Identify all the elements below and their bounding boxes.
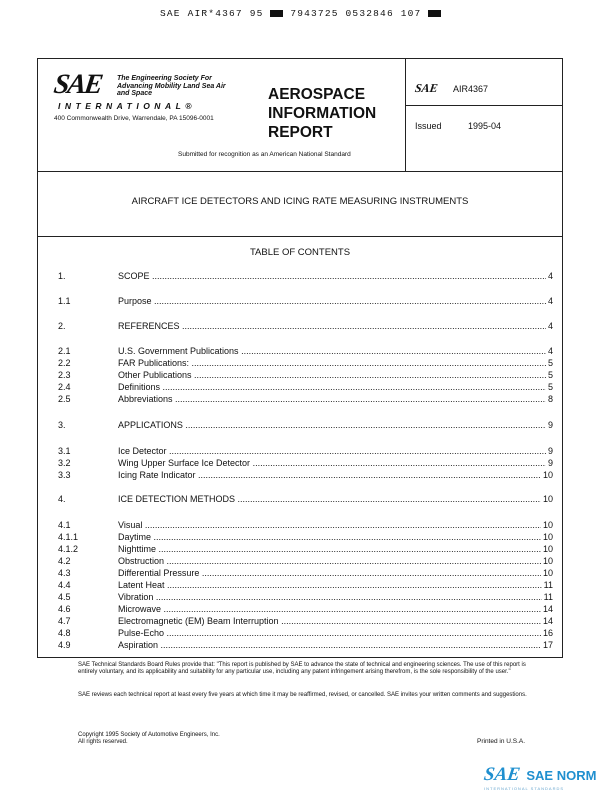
footer-rules: SAE Technical Standards Board Rules provide that: "This report is published by SAE to advance the state of technical and engineering sciences. The use of this report is entirely voluntary, and its applicability and suitability for any particular use, including any patent infringement arising therefrom, is the sole responsibility of the user." (78, 662, 526, 675)
watermark-subtext: INTERNATIONAL STANDARDS (484, 786, 565, 791)
redaction-block (428, 10, 441, 17)
sae-small-logo: SAE (414, 81, 439, 95)
toc-entry[interactable]: 3.1 Ice Detector ..... 9 (58, 446, 553, 458)
toc-entry[interactable]: 4.1.1 Daytime ..... 10 (58, 532, 553, 544)
watermark-logo: SAE (482, 764, 522, 785)
document-number: AIR4367 (453, 84, 489, 94)
sae-address: 400 Commonwealth Drive, Warrendale, PA 15096-0001 (54, 115, 214, 122)
toc-entry[interactable]: 2. REFERENCES ..... 4 (58, 321, 553, 333)
document-frame (37, 58, 563, 658)
sae-norm-watermark (482, 764, 597, 791)
toc-entry[interactable]: 4.1.2 Nighttime ..... 10 (58, 544, 553, 556)
toc-entry[interactable]: 4.2 Obstruction ..... 10 (58, 556, 553, 568)
printed-in: Printed in U.S.A. (477, 738, 526, 745)
footer-rights: All rights reserved. (78, 739, 128, 745)
toc-entry[interactable]: 3. APPLICATIONS ..... 9 (58, 420, 553, 432)
watermark-text: SAE NORM (526, 768, 597, 783)
toc-entry[interactable]: 1. SCOPE ..... 4 (58, 271, 553, 283)
document-type: AEROSPACE INFORMATION REPORT (268, 86, 377, 141)
toc-entry[interactable]: 2.2 FAR Publications: ..... 5 (58, 358, 553, 370)
header-divider (38, 171, 562, 172)
sae-logo (51, 69, 254, 119)
footer-review: SAE reviews each technical report at least every five years at which time it may be reaffirmed, revised, or cancelled. SAE invites your written comments and suggestions. (78, 692, 527, 698)
document-code-line (160, 8, 441, 19)
header-vertical-divider (405, 59, 406, 171)
submitted-note: Submitted for recognition as an American National Standard (178, 151, 351, 158)
sae-logo-international: INTERNATIONAL® (58, 101, 197, 111)
toc-entry[interactable]: 4. ICE DETECTION METHODS ..... 10 (58, 494, 553, 506)
toc-entry[interactable]: 2.4 Definitions ..... 5 (58, 382, 553, 394)
issued-date: 1995-04 (468, 121, 502, 131)
footer-copyright: Copyright 1995 Society of Automotive Engineers, Inc. (78, 732, 220, 738)
toc-entry[interactable]: 4.6 Microwave ..... 14 (58, 604, 553, 616)
sae-logo-mark: SAE (51, 69, 104, 100)
toc-entry[interactable]: 1.1 Purpose ..... 4 (58, 296, 553, 308)
toc-entry[interactable]: 4.9 Aspiration ..... 17 (58, 640, 553, 652)
toc-entry[interactable]: 3.3 Icing Rate Indicator ..... 10 (58, 470, 553, 482)
document-code: SAE AIR*4367 95 (160, 8, 264, 19)
toc-entry[interactable]: 4.8 Pulse-Echo ..... 16 (58, 628, 553, 640)
toc-entry[interactable]: 4.4 Latent Heat ..... 11 (58, 580, 553, 592)
toc-entry[interactable]: 3.2 Wing Upper Surface Ice Detector ..... 9 (58, 458, 553, 470)
toc-heading: TABLE OF CONTENTS (249, 247, 351, 258)
toc-entry[interactable]: 4.1 Visual ..... 10 (58, 520, 553, 532)
toc-entry[interactable]: 4.5 Vibration ..... 11 (58, 592, 553, 604)
sae-logo-tagline: The Engineering Society For Advancing Mobility Land Sea Air and Space (117, 75, 226, 97)
toc-entry[interactable]: 2.3 Other Publications ..... 5 (58, 370, 553, 382)
issued-label: Issued (415, 121, 442, 131)
redaction-block (270, 10, 283, 17)
document-title: AIRCRAFT ICE DETECTORS AND ICING RATE MEASURING INSTRUMENTS (131, 196, 469, 207)
toc-entry[interactable]: 2.1 U.S. Government Publications ..... 4 (58, 346, 553, 358)
toc-entry[interactable]: 4.7 Electromagnetic (EM) Beam Interruption ..... 14 (58, 616, 553, 628)
title-divider (38, 236, 562, 237)
toc-entry[interactable]: 4.3 Differential Pressure ..... 10 (58, 568, 553, 580)
toc-entry[interactable]: 2.5 Abbreviations ..... 8 (58, 394, 553, 406)
header-right-divider (405, 105, 562, 106)
batch-code: 7943725 0532846 107 (290, 8, 422, 19)
